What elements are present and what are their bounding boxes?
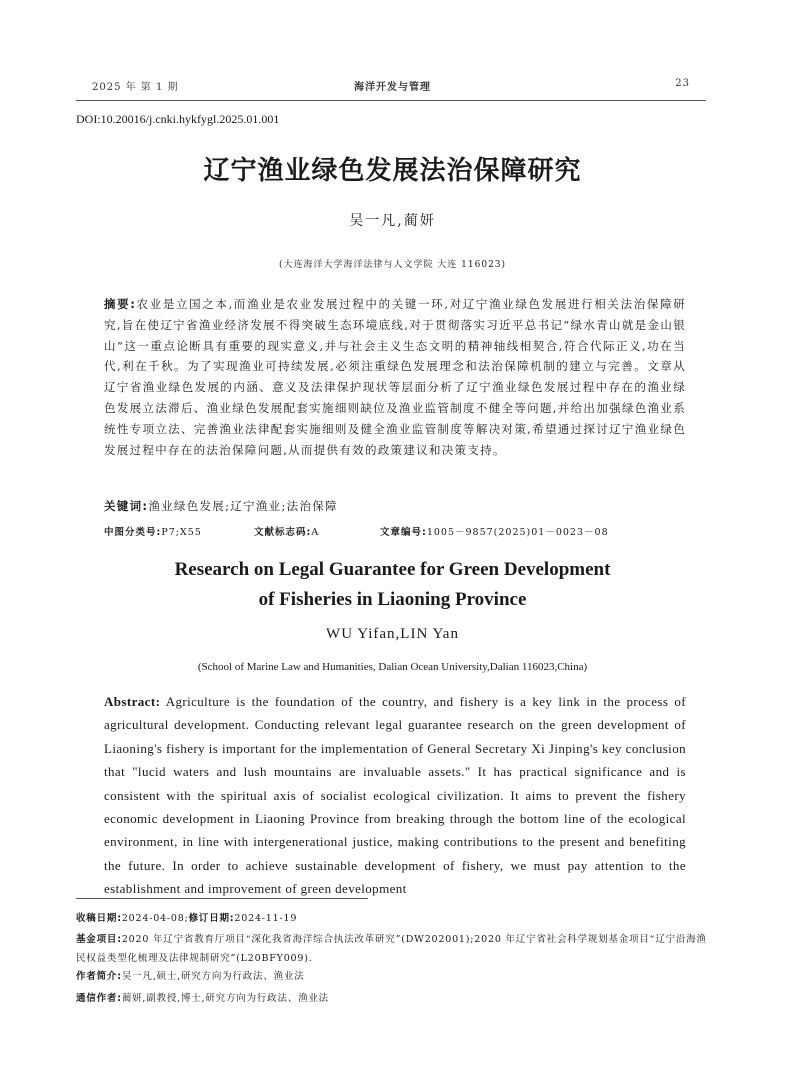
chinese-title: 辽宁渔业绿色发展法治保障研究 bbox=[203, 156, 582, 186]
clc-number: 中图分类号:P7;X55 bbox=[104, 527, 202, 538]
english-title-line-2: of Fisheries in Liaoning Province bbox=[258, 589, 527, 610]
author-bio: 作者简介:吴一凡,硕士,研究方向为行政法、渔业法 bbox=[76, 971, 305, 982]
chinese-abstract-label: 摘要: bbox=[104, 297, 137, 311]
chinese-keywords-text: 渔业绿色发展;辽宁渔业;法治保障 bbox=[148, 499, 338, 513]
chinese-affiliation: (大连海洋大学海洋法律与人文学院 大连 116023) bbox=[278, 260, 507, 270]
doi: DOI:10.20016/j.cnki.hykfygl.2025.01.001 bbox=[76, 112, 280, 126]
corresponding-author: 通信作者:蔺妍,副教授,博士,研究方向为行政法、渔业法 bbox=[76, 993, 329, 1004]
header-rule bbox=[76, 100, 706, 101]
revised-date: 2024-11-19 bbox=[234, 913, 298, 924]
fund-project: 基金项目:2020 年辽宁省教育厅项目“深化我省海洋综合执法改革研究”(DW202001);2020 年辽宁省社会科学规划基金项目“辽宁沿海渔民权益类型化梳理及法律规制研究”(L20BFY009). bbox=[76, 934, 707, 964]
english-abstract-label: Abstract: bbox=[104, 694, 161, 709]
english-authors: WU Yifan,LIN Yan bbox=[326, 626, 459, 642]
journal-issue: 2025 年 第 1 期 bbox=[92, 82, 179, 93]
fund-project-text: 2020 年辽宁省教育厅项目“深化我省海洋综合执法改革研究”(DW202001);2020 年辽宁省社会科学规划基金项目“辽宁沿海渔民权益类型化梳理及法律规制研究”(L20BFY009). bbox=[76, 934, 707, 964]
english-title bbox=[0, 555, 785, 615]
chinese-authors: 吴一凡,蔺妍 bbox=[349, 213, 436, 229]
corresponding-author-text: 蔺妍,副教授,博士,研究方向为行政法、渔业法 bbox=[121, 993, 329, 1004]
chinese-keywords-label: 关键词: bbox=[104, 499, 149, 513]
received-date: 2024-04-08; bbox=[121, 913, 189, 924]
chinese-abstract bbox=[104, 294, 686, 460]
footnote-rule bbox=[76, 898, 368, 899]
classification-line bbox=[104, 524, 664, 538]
english-title-line-1: Research on Legal Guarantee for Green Development bbox=[174, 559, 611, 580]
author-bio-text: 吴一凡,硕士,研究方向为行政法、渔业法 bbox=[121, 971, 305, 982]
chinese-abstract-text: 农业是立国之本,而渔业是农业发展过程中的关键一环,对辽宁渔业绿色发展进行相关法治保障研究,旨在使辽宁省渔业经济发展不得突破生态环境底线,对于贯彻落实习近平总书记“绿水青山就是金山银山”这一重点论断具有重要的现实意义,并与社会主义生态文明的精神轴线相契合,符合代际正义,功在当代,利在千秋。为了实现渔业可持续发展,必须注重绿色发展理念和法治保障机制的建立与完善。文章从辽宁省渔业绿色发展的内涵、意义及法律保护现状等层面分析了辽宁渔业绿色发展过程中存在的渔业绿色发展立法滞后、渔业绿色发展配套实施细则缺位及渔业监管制度不健全等问题,并给出加强绿色渔业系统性专项立法、完善渔业法律配套实施细则及健全渔业监管制度等解决对策,希望通过探讨辽宁渔业绿色发展过程中存在的法治保障问题,从而提供有效的政策建议和决策支持。 bbox=[104, 297, 686, 457]
page-number: 23 bbox=[675, 78, 690, 89]
english-abstract-text: Agriculture is the foundation of the country, and fishery is a key link in the process of agricultural development. Conducting relevant legal guarantee research on the green development of Liaoning's fishery is important for the implementation of General Secretary Xi Jinping's key conclusion that "lucid waters and lush mountains are invaluable assets." It has practical significance and is consistent with the spiritual axis of socialist ecological civilization. It aims to prevent the fishery economic development in Liaoning Province from breaking through the bottom line of the ecological environment, in line with intergenerational justice, making contributions to the present and benefiting the future. In order to achieve sustainable development of fishery, we must pay attention to the establishment and improvement of green development bbox=[104, 694, 686, 897]
chinese-keywords bbox=[104, 498, 338, 514]
journal-name: 海洋开发与管理 bbox=[354, 82, 431, 93]
english-abstract bbox=[104, 690, 686, 901]
article-number: 文章编号:1005－9857(2025)01－0023－08 bbox=[380, 527, 609, 538]
received-dates: 收稿日期:2024-04-08;修订日期:2024-11-19 bbox=[76, 913, 298, 924]
document-code: 文献标志码:A bbox=[254, 527, 320, 538]
english-affiliation: (School of Marine Law and Humanities, Dalian Ocean University,Dalian 116023,China) bbox=[197, 661, 588, 673]
